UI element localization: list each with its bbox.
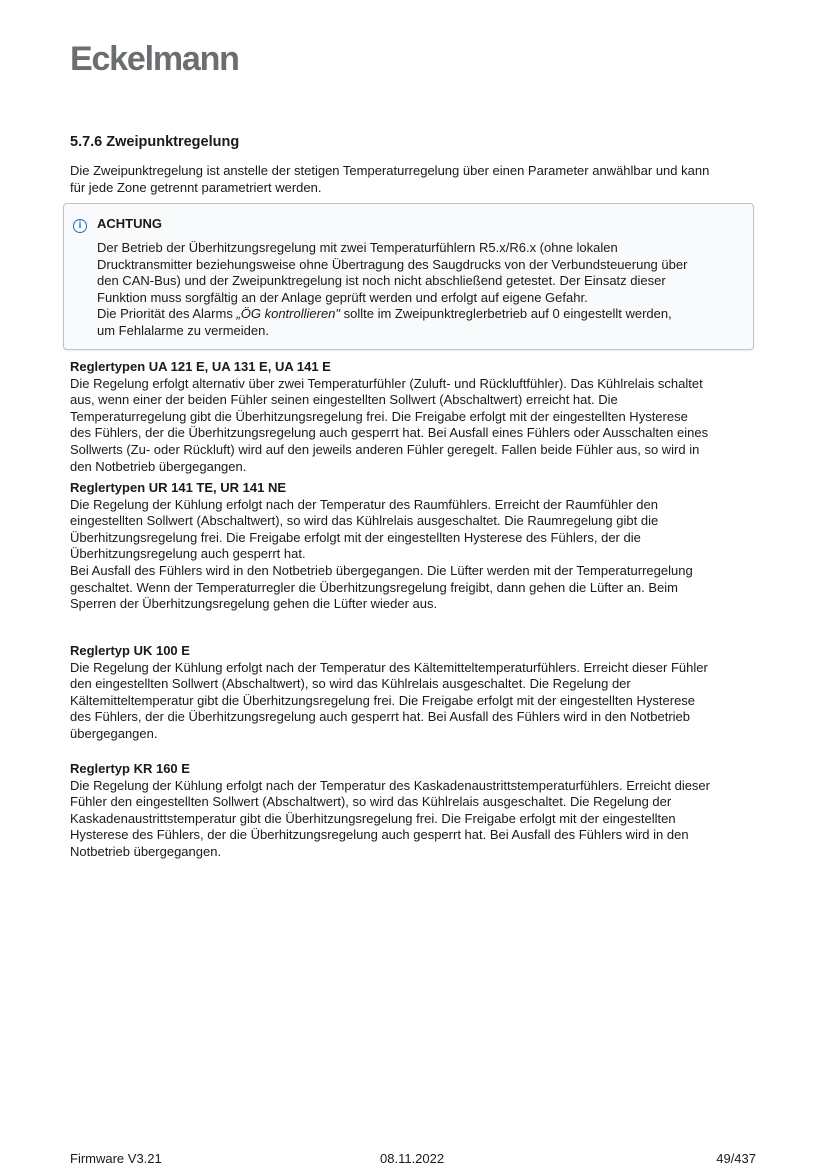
- subsection-body: [70, 497, 693, 613]
- text-line: Funktion muss sorgfältig an der Anlage geprüft werden und erfolgt auf eigene Gefahr.: [97, 289, 588, 305]
- text-line: des Fühlers, der die Überhitzungsregelung auch gesperrt hat. Bei Ausfall eines Fühlers oder Ausschalten eines: [70, 425, 709, 441]
- text-line: Kaskadenaustrittstemperatur gibt die Überhitzungsregelung frei. Die Freigabe erfolgt mit der eingestellten: [70, 810, 676, 826]
- text-line: Die Regelung der Kühlung erfolgt nach der Temperatur des Kältemitteltemperaturfühlers. Erreicht dieser Fühler: [70, 659, 708, 675]
- text-line: den Notbetrieb übergegangen.: [70, 458, 247, 474]
- text-line: Bei Ausfall des Fühlers wird in den Notbetrieb übergegangen. Die Lüfter werden mit der Temperaturregelung: [70, 562, 693, 578]
- text-line: Notbetrieb übergegangen.: [70, 843, 222, 859]
- subsection-body: [70, 660, 708, 743]
- text-line: für jede Zone getrennt parametriert werden.: [70, 179, 322, 195]
- note-text: Die Priorität des Alarms: [97, 306, 237, 322]
- note-line: um Fehlalarme zu vermeiden.: [97, 322, 269, 338]
- text-line: Sperren der Überhitzungsregelung gehen die Lüfter wieder aus.: [70, 596, 438, 612]
- text-line: Fühler den eingestellten Sollwert (Abschaltwert), so wird das Kühlrelais ausgeschaltet. Die Regelung der: [70, 794, 672, 810]
- footer-page-number: 49/437: [716, 1151, 756, 1166]
- text-line: Überhitzungsregelung frei. Die Freigabe erfolgt mit der eingestellten Hysterese des Fühlers, der die: [70, 529, 641, 545]
- note-title: ACHTUNG: [97, 216, 162, 231]
- text-line: Die Zweipunktregelung ist anstelle der stetigen Temperaturregelung über einen Parameter anwählbar und kann: [70, 163, 710, 178]
- eckelmann-logo: Eckelmann: [70, 40, 239, 78]
- intro-paragraph: [70, 163, 709, 196]
- text-line: aus, wenn einer der beiden Fühler seinen eingestellten Sollwert (Abschaltwert) erreicht hat. Die: [70, 392, 618, 408]
- footer-date: 08.11.2022: [380, 1151, 445, 1166]
- text-line: Die Regelung erfolgt alternativ über zwei Temperaturfühler (Zuluft- und Rückluftfühler). Das Kühlrelais schaltet: [70, 375, 703, 391]
- info-icon: i: [73, 219, 87, 233]
- text-line: den eingestellten Sollwert (Abschaltwert), so wird das Kühlrelais ausgeschaltet. Die Regelung der: [70, 676, 631, 692]
- note-line: [97, 306, 687, 323]
- note-body: [97, 240, 687, 340]
- note-lines: [97, 240, 687, 306]
- note-text: sollte im Zweipunktreglerbetrieb auf 0 eingestellt werden,: [340, 306, 672, 322]
- subsection-kr: [70, 761, 710, 861]
- text-line: den CAN-Bus) und der Zweipunktregelung ist noch nicht abschließend getestet. Der Einsatz dieser: [97, 273, 666, 289]
- subsection-title: Reglertyp KR 160 E: [70, 761, 190, 776]
- text-line: Kältemitteltemperatur gibt die Überhitzungsregelung frei. Die Freigabe erfolgt mit der eingestellten Hysterese: [70, 692, 696, 708]
- subsection-body: [70, 778, 710, 861]
- text-line: Überhitzungsregelung auch gesperrt hat.: [70, 546, 306, 562]
- subsection-ur: [70, 480, 693, 613]
- text-line: Sollwerts (Zu- oder Rückluft) wird auf den jeweils anderen Fühler geregelt. Fallen beide Fühler aus, so wird in: [70, 441, 700, 457]
- text-line: Drucktransmitter beziehungsweise ohne Übertragung des Saugdrucks von der Verbundsteuerung über: [97, 256, 688, 272]
- text-line: Die Regelung der Kühlung erfolgt nach der Temperatur des Kaskadenaustrittstemperaturfühlers. Erreicht dieser: [70, 777, 710, 793]
- text-line: übergegangen.: [70, 725, 158, 741]
- text-line: des Fühlers, der die Überhitzungsregelung auch gesperrt hat. Bei Ausfall des Fühlers wird in den Notbetrieb: [70, 709, 691, 725]
- subsection-title: Reglertyp UK 100 E: [70, 643, 190, 658]
- warning-note: [63, 203, 754, 350]
- text-line: geschaltet. Wenn der Temperaturregler die Überhitzungsregelung freigibt, dann gehen die Lüfter an. Beim: [70, 579, 679, 595]
- text-line: Temperaturregelung gibt die Überhitzungsregelung frei. Die Freigabe erfolgt mit der eingestellten Hysterese: [70, 408, 688, 424]
- text-line: Der Betrieb der Überhitzungsregelung mit zwei Temperaturfühlern R5.x/R6.x (ohne lokalen: [97, 240, 618, 255]
- text-line: Die Regelung der Kühlung erfolgt nach der Temperatur des Raumfühlers. Erreicht der Raumfühler den: [70, 496, 658, 512]
- subsection-uk: [70, 643, 708, 743]
- subsection-title: Reglertypen UR 141 TE, UR 141 NE: [70, 480, 287, 495]
- section-heading: 5.7.6 Zweipunktregelung: [70, 134, 240, 150]
- alarm-name: „ÖG kontrollieren": [236, 306, 341, 322]
- text-line: eingestellten Sollwert (Abschaltwert), so wird das Kühlrelais ausgeschaltet. Die Raumregelung gibt die: [70, 513, 659, 529]
- subsection-title: Reglertypen UA 121 E, UA 131 E, UA 141 E: [70, 359, 331, 374]
- text-line: Hysterese des Fühlers, der die Überhitzungsregelung auch gesperrt hat. Bei Ausfall des Fühlers wird in den: [70, 827, 689, 843]
- subsection-ua: [70, 359, 708, 475]
- subsection-body: [70, 376, 708, 476]
- footer-firmware: Firmware V3.21: [70, 1151, 162, 1166]
